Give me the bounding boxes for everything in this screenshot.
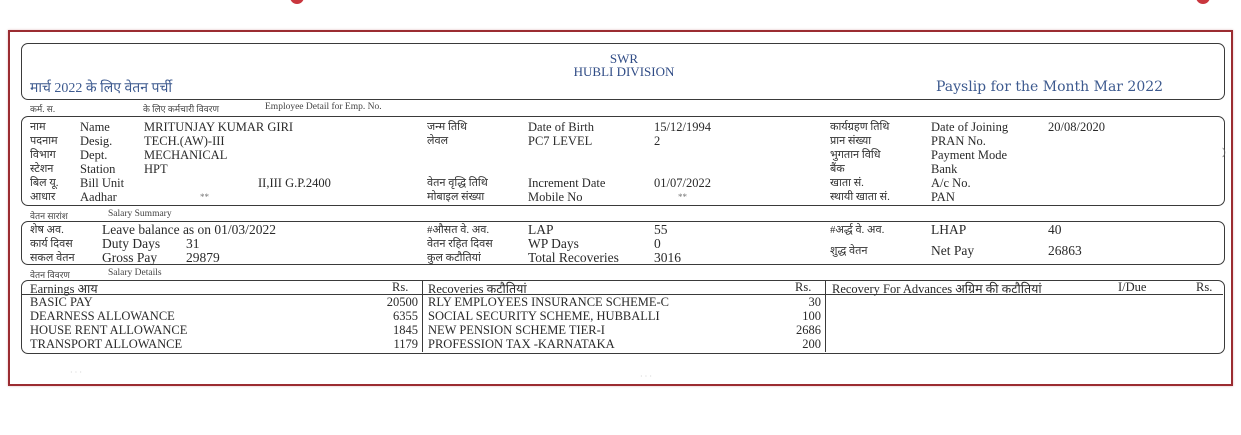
salary-summary-box [21, 221, 1225, 265]
field-payment-mode: भुगतान विधि Payment Mode [830, 148, 1008, 162]
decorative-mark-left [290, 0, 304, 4]
field-lhap: #अर्द्ध वे. अव. LHAP 40 [830, 222, 1062, 237]
field-leave-balance: शेष अव. Leave balance as on 01/03/2022 [30, 222, 276, 237]
org-name: SWR [609, 51, 639, 66]
emp-detail-label-hindi: के लिए कर्मचारी विवरण [143, 104, 219, 114]
field-aadhar: आधार Aadhar ** [30, 190, 209, 204]
field-date-of-joining: कार्यग्रहण तिथि Date of Joining 20/08/2020 [830, 120, 1105, 134]
field-bill-unit: बिल यू. Bill Unit II,III G.P.2400 [30, 176, 331, 190]
field-department: विभाग Dept. MECHANICAL [30, 148, 228, 162]
recoveries-row: SOCIAL SECURITY SCHEME, HUBBALLI 100 [428, 309, 821, 323]
advances-header: Recovery For Advances अग्रिम की कटौतियां [832, 282, 1042, 296]
recoveries-row: RLY EMPLOYEES INSURANCE SCHEME-C 30 [428, 295, 821, 309]
employee-details-box [21, 116, 1225, 206]
field-gross-pay: सकल वेतन Gross Pay 29879 [30, 250, 220, 265]
earnings-row: HOUSE RENT ALLOWANCE 1845 [30, 323, 418, 337]
recoveries-list [428, 295, 821, 351]
advances-rs-header: Rs. [1196, 280, 1213, 294]
summary-col-1 [30, 223, 276, 265]
header-box [21, 43, 1225, 100]
earnings-rs-header: Rs. [392, 280, 409, 294]
recoveries-rs-header: Rs. [795, 280, 812, 294]
earnings-header: Earnings आय [30, 282, 98, 296]
faint-footer-text: · · · [640, 372, 652, 381]
field-duty-days: कार्य दिवस Duty Days 31 [30, 236, 200, 251]
recoveries-row: NEW PENSION SCHEME TIER-I 2686 [428, 323, 821, 337]
field-pran: प्रान संख्या PRAN No. [830, 134, 986, 148]
recoveries-header: Recoveries कटौतियां [428, 282, 527, 296]
field-level: लेवल PC7 LEVEL 2 [427, 134, 661, 148]
field-total-recoveries: कुल कटौतियां Total Recoveries 3016 [427, 250, 681, 265]
stray-mark: ) [1222, 146, 1226, 158]
salary-details-label: Salary Details [108, 268, 162, 278]
employee-col-2 [427, 120, 711, 204]
recoveries-row: PROFESSION TAX -KARNATAKA 200 [428, 337, 821, 351]
field-name: नाम Name MRITUNJAY KUMAR GIRI [30, 120, 294, 134]
division-name: HUBLI DIVISION [573, 64, 675, 79]
field-station: स्टेशन Station HPT [30, 162, 168, 176]
employee-col-3 [830, 120, 1105, 204]
field-increment-date: वेतन वृद्धि तिथि Increment Date 01/07/2022 [427, 176, 711, 190]
title-hindi: मार्च 2022 के लिए वेतन पर्ची [30, 81, 173, 96]
field-designation: पदनाम Desig. TECH.(AW)-III [30, 134, 225, 148]
earnings-list [30, 295, 418, 351]
field-pan: स्थायी खाता सं. PAN [830, 190, 955, 204]
earnings-row: BASIC PAY 20500 [30, 295, 418, 309]
field-lap: #औसत वे. अव. LAP 55 [427, 222, 668, 237]
salary-summary-label: Salary Summary [108, 209, 172, 219]
field-dob: जन्म तिथि Date of Birth 15/12/1994 [427, 120, 711, 134]
field-account-no: खाता सं. A/c No. [830, 176, 971, 190]
emp-detail-label: Employee Detail for Emp. No. [265, 102, 382, 112]
salary-summary-label-hindi: वेतन सारांश [30, 211, 68, 221]
employee-col-1 [30, 120, 331, 204]
payslip-frame [8, 30, 1233, 386]
field-net-pay: शुद्ध वेतन Net Pay 26863 [830, 243, 1082, 258]
field-mobile: मोबाइल संख्या Mobile No ** [427, 190, 687, 204]
field-bank: बैंक Bank [830, 162, 958, 176]
advances-idue-header: I/Due [1118, 280, 1147, 294]
decorative-mark-right [1196, 0, 1210, 4]
title-english: Payslip for the Month Mar 2022 [936, 79, 1164, 95]
salary-details-box [21, 280, 1225, 354]
summary-col-2 [427, 223, 681, 265]
salary-details-label-hindi: वेतन विवरण [30, 270, 70, 280]
emp-no-label-hindi: कर्म. स. [30, 104, 56, 114]
earnings-row: TRANSPORT ALLOWANCE 1179 [30, 337, 418, 351]
field-wp-days: वेतन रहित दिवस WP Days 0 [427, 236, 661, 251]
earnings-row: DEARNESS ALLOWANCE 6355 [30, 309, 418, 323]
faint-footer-text: · · · [70, 368, 82, 377]
summary-col-3 [830, 223, 1082, 258]
